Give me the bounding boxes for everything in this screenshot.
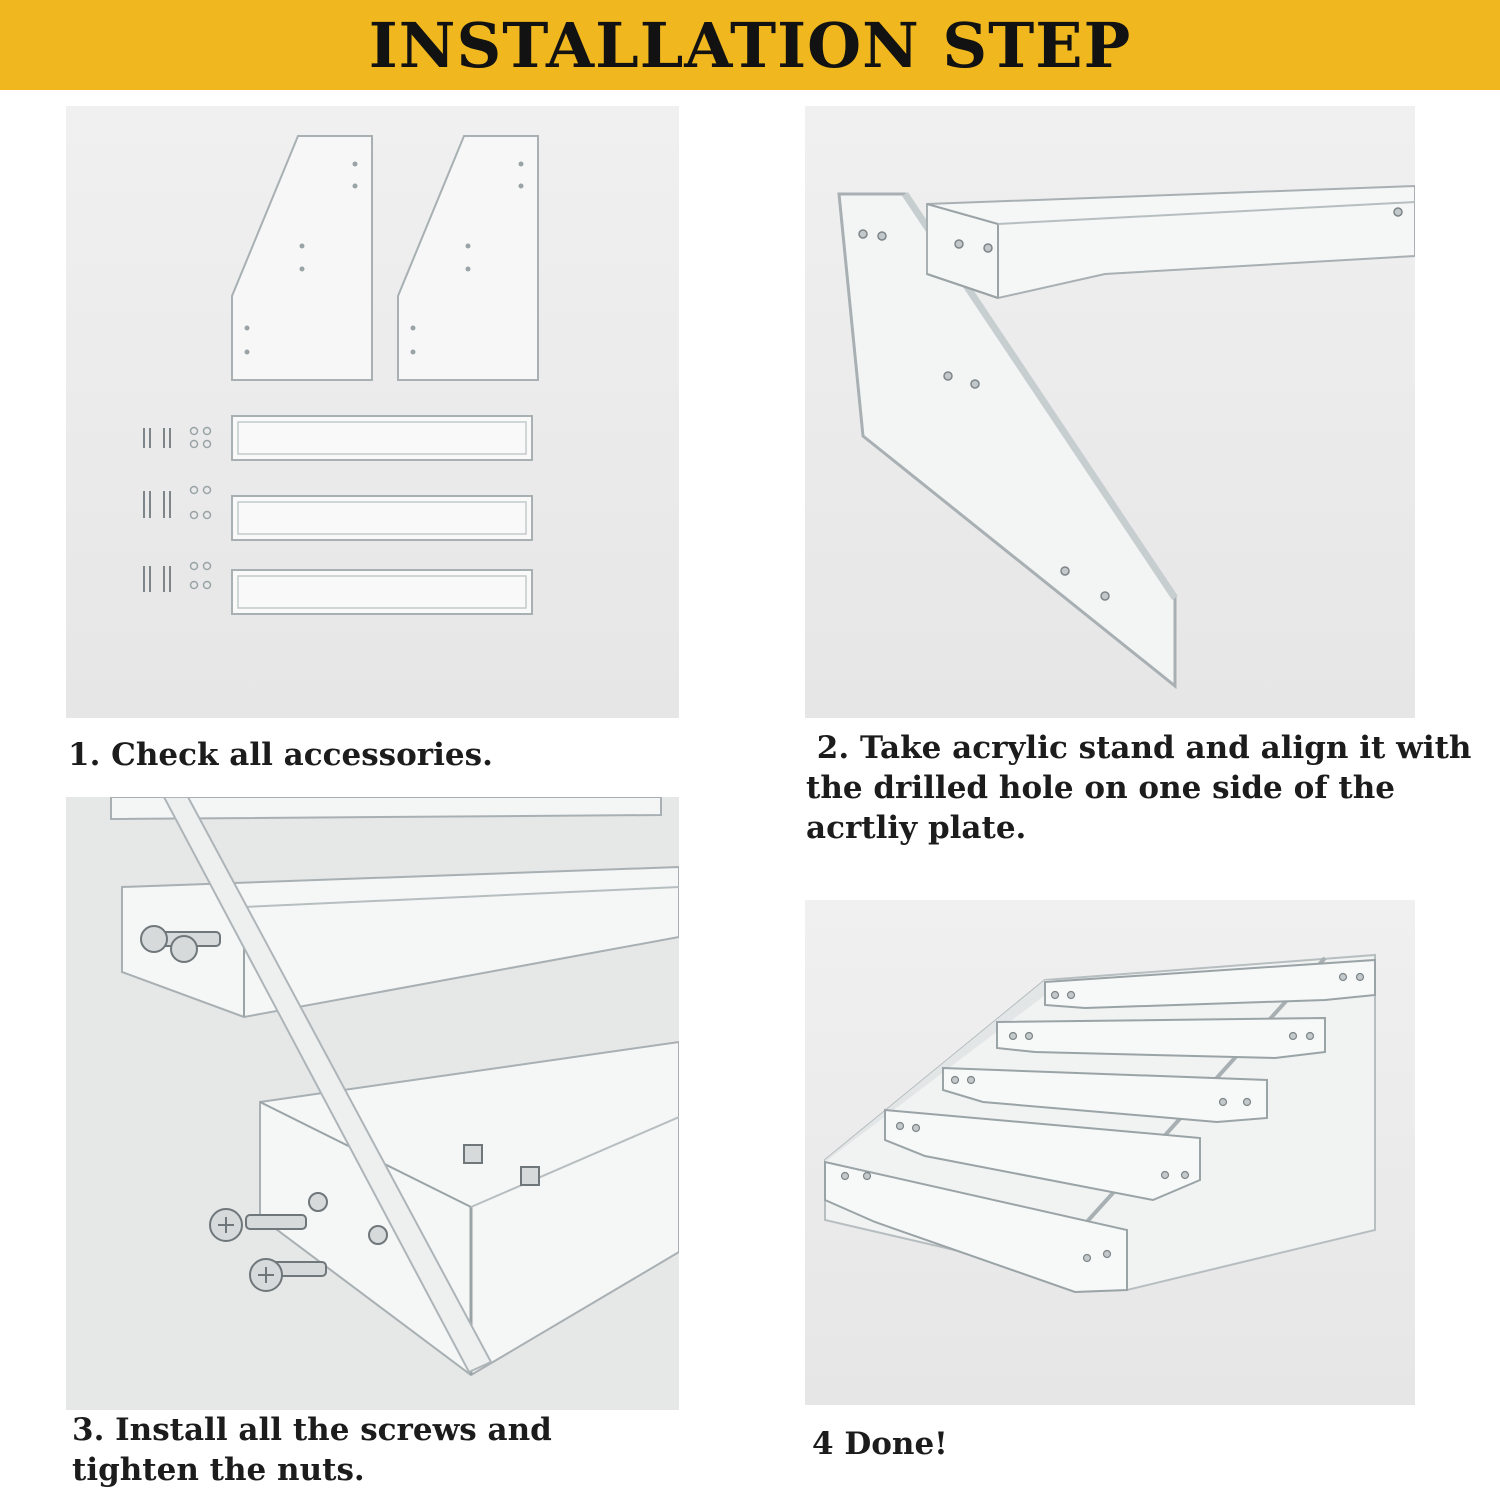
parts-layout-illustration [66,106,679,718]
header-banner [0,0,1500,90]
step-2-caption-line-3: acrtliy plate. [806,810,1027,846]
step-2-caption [806,728,1471,848]
step-4-caption: 4 Done! [812,1426,948,1462]
step-3-caption-line-2: tighten the nuts. [72,1452,365,1488]
side-panel-shelf-illustration [805,106,1415,718]
step-4-image [805,900,1415,1405]
screws-closeup-illustration [66,797,679,1410]
page-title: INSTALLATION STEP [368,8,1132,82]
step-1-caption: 1. Check all accessories. [68,737,493,773]
step-1-image [66,106,679,718]
step-2-caption-line-1: 2. Take acrylic stand and align it with [806,730,1472,766]
step-2-image [805,106,1415,718]
step-3-image [66,797,679,1410]
step-3-caption [72,1410,552,1490]
assembled-stand-illustration [805,900,1415,1405]
step-2-caption-line-2: the drilled hole on one side of the [806,770,1395,806]
step-3-caption-line-1: 3. Install all the screws and [72,1412,552,1448]
